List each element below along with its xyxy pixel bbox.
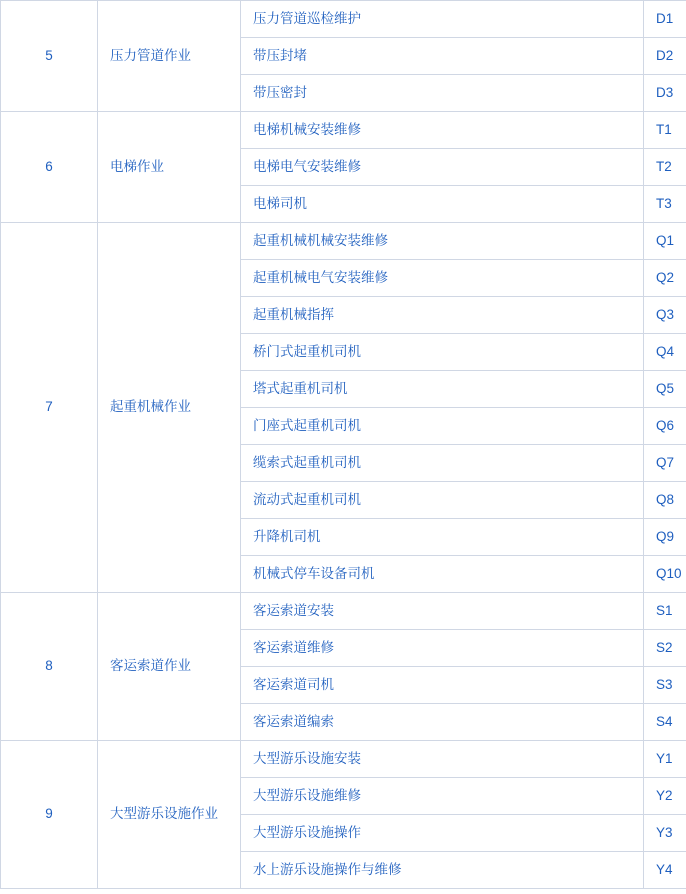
code-cell: T2 (644, 149, 686, 186)
code-cell: Q9 (644, 519, 686, 556)
item-cell: 升降机司机 (241, 519, 644, 556)
code-cell: D3 (644, 75, 686, 112)
item-cell: 电梯机械安装维修 (241, 112, 644, 149)
item-cell: 客运索道维修 (241, 630, 644, 667)
code-cell: Q3 (644, 297, 686, 334)
code-cell: Q4 (644, 334, 686, 371)
row-index-cell: 9 (1, 741, 98, 889)
row-index-cell: 8 (1, 593, 98, 741)
category-cell (98, 593, 241, 741)
code-cell: Q7 (644, 445, 686, 482)
category-label: 压力管道作业 (110, 47, 191, 63)
code-cell: S3 (644, 667, 686, 704)
item-cell: 桥门式起重机司机 (241, 334, 644, 371)
item-cell: 带压封堵 (241, 38, 644, 75)
item-cell: 电梯司机 (241, 186, 644, 223)
item-cell: 电梯电气安装维修 (241, 149, 644, 186)
table-row (1, 112, 686, 149)
item-cell: 起重机械指挥 (241, 297, 644, 334)
category-cell (98, 741, 241, 889)
table-row (1, 223, 686, 260)
code-cell: T3 (644, 186, 686, 223)
category-label: 起重机械作业 (110, 399, 191, 415)
category-cell (98, 1, 241, 112)
row-index-cell: 5 (1, 1, 98, 112)
table-row (1, 1, 686, 38)
item-cell: 流动式起重机司机 (241, 482, 644, 519)
item-cell: 大型游乐设施安装 (241, 741, 644, 778)
row-index-cell: 6 (1, 112, 98, 223)
category-label: 电梯作业 (110, 158, 164, 174)
code-cell: Q10 (644, 556, 686, 593)
code-cell: T1 (644, 112, 686, 149)
item-cell: 带压密封 (241, 75, 644, 112)
item-cell: 客运索道编索 (241, 704, 644, 741)
code-cell: Y1 (644, 741, 686, 778)
code-cell: Y4 (644, 852, 686, 889)
code-cell: Q8 (644, 482, 686, 519)
item-cell: 水上游乐设施操作与维修 (241, 852, 644, 889)
item-cell: 塔式起重机司机 (241, 371, 644, 408)
code-cell: S1 (644, 593, 686, 630)
code-cell: D2 (644, 38, 686, 75)
item-cell: 起重机械电气安装维修 (241, 260, 644, 297)
code-cell: D1 (644, 1, 686, 38)
code-cell: Y3 (644, 815, 686, 852)
item-cell: 缆索式起重机司机 (241, 445, 644, 482)
table-body (1, 1, 686, 889)
item-cell: 起重机械机械安装维修 (241, 223, 644, 260)
item-cell: 压力管道巡检维护 (241, 1, 644, 38)
code-cell: Q5 (644, 371, 686, 408)
code-cell: S4 (644, 704, 686, 741)
item-cell: 大型游乐设施维修 (241, 778, 644, 815)
code-cell: Q2 (644, 260, 686, 297)
category-label: 客运索道作业 (110, 658, 191, 674)
code-cell: S2 (644, 630, 686, 667)
category-cell (98, 223, 241, 593)
category-cell (98, 112, 241, 223)
item-cell: 客运索道司机 (241, 667, 644, 704)
table-row (1, 593, 686, 630)
item-cell: 大型游乐设施操作 (241, 815, 644, 852)
item-cell: 客运索道安装 (241, 593, 644, 630)
category-label: 大型游乐设施作业 (110, 806, 218, 822)
item-cell: 机械式停车设备司机 (241, 556, 644, 593)
row-index-cell: 7 (1, 223, 98, 593)
code-cell: Q6 (644, 408, 686, 445)
code-cell: Q1 (644, 223, 686, 260)
code-cell: Y2 (644, 778, 686, 815)
table-row (1, 741, 686, 778)
item-cell: 门座式起重机司机 (241, 408, 644, 445)
